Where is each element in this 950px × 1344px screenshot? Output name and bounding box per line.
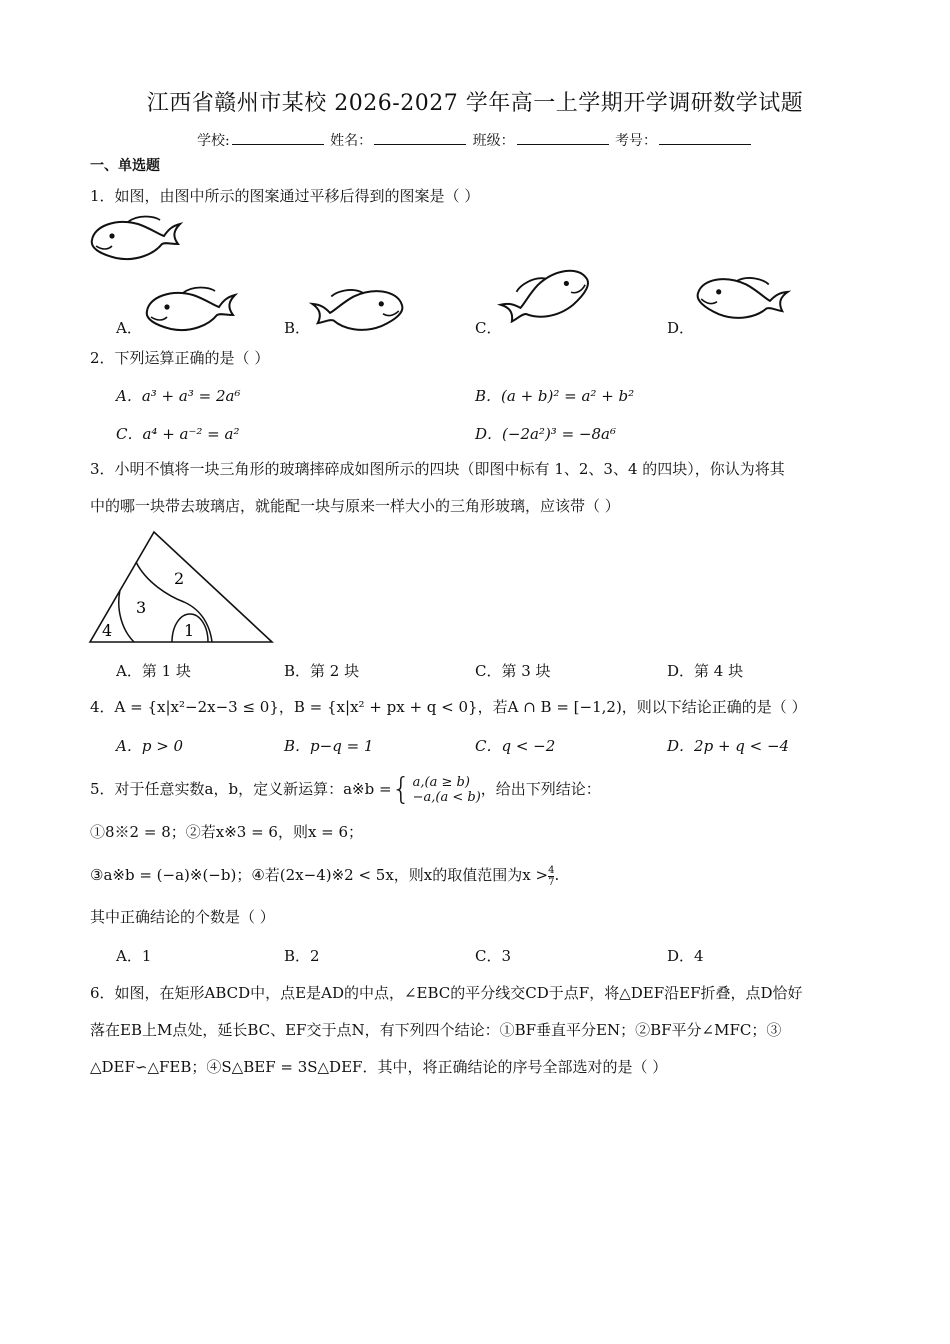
q4-stem: 4．A = {x|x²−2x−3 ≤ 0}，B = {x|x² + px + q < 0}，若A ∩ B = [−1,2)，则以下结论正确的是（ ）	[90, 698, 807, 716]
fish-option-c-figure	[500, 262, 596, 332]
q5-line1: ①8※2 = 8；②若x※3 = 6，则x = 6；	[90, 823, 364, 841]
broken-triangle-figure	[88, 530, 274, 646]
page-title: 江西省赣州市某校 2026-2027 学年高一上学期开学调研数学试题	[146, 91, 804, 116]
q3-option-b[interactable]: B．第 2 块	[284, 662, 360, 680]
piecewise-brace: {	[391, 772, 411, 807]
q5-line3: 其中正确结论的个数是（ ）	[90, 908, 275, 926]
class-label: 班级：	[472, 133, 515, 149]
q5-option-b[interactable]: B．2	[284, 947, 320, 965]
q1-option-d[interactable]: D．	[667, 319, 695, 337]
section-title: 一、单选题	[90, 158, 160, 174]
q5-line2	[90, 862, 559, 888]
piece-label-4: 4	[102, 621, 113, 640]
q5-stem-prefix: 5．对于任意实数a，b，定义新运算：a※b =	[90, 780, 392, 798]
q4-option-c[interactable]: C．q < −2	[475, 737, 556, 755]
q4-option-b[interactable]: B．p−q = 1	[284, 737, 374, 755]
q3-stem-line1: 3．小明不慎将一块三角形的玻璃摔碎成如图所示的四块（即图中标有 1、2、3、4 的四块），你认为将其	[90, 460, 785, 478]
q5-stem-suffix: ，给出下列结论：	[480, 780, 601, 798]
fish-option-d-figure	[694, 266, 792, 332]
piecewise-case-1: a,(a ≥ b)	[412, 775, 470, 790]
q5-option-a[interactable]: A．1	[116, 947, 152, 965]
q1-stem: 1．如图，由图中所示的图案通过平移后得到的图案是（ ）	[90, 187, 480, 205]
fraction-denominator: 7	[548, 876, 555, 888]
q6-line1: 6．如图，在矩形ABCD中，点E是AD的中点，∠EBC的平分线交CD于点F，将△DEF沿EF折叠，点D恰好	[90, 984, 803, 1002]
q6-line3: △DEF∽△FEB；④S△BEF = 3S△DEF．其中，将正确结论的序号全部选对的是（ ）	[90, 1058, 668, 1076]
school-blank	[232, 132, 324, 145]
q5-line2-suffix: .	[554, 866, 560, 884]
class-blank	[517, 132, 609, 145]
exam-no-label: 考号：	[615, 133, 658, 149]
fish-original-figure	[88, 212, 184, 264]
q4-option-a[interactable]: A．p > 0	[116, 737, 184, 755]
q5-option-d[interactable]: D．4	[667, 947, 704, 965]
q5-line2-prefix: ③a※b = (−a)※(−b)；④若(2x−4)※2 < 5x，则x的取值范围为x >	[90, 866, 549, 884]
q6-line2: 落在EB上M点处，延长BC、EF交于点N，有下列四个结论：①BF垂直平分EN；②BF平分∠MFC；③	[90, 1021, 782, 1039]
fraction-numerator: 4	[548, 864, 555, 876]
exam-no-blank	[659, 132, 751, 145]
piece-label-2: 2	[174, 569, 185, 588]
q3-option-c[interactable]: C．第 3 块	[475, 662, 551, 680]
q1-option-b[interactable]: B．	[284, 319, 311, 337]
q2-option-a[interactable]: A．a³ + a³ = 2a⁶	[116, 387, 241, 405]
student-info-line	[0, 130, 950, 150]
fish-option-a-figure	[143, 283, 239, 335]
school-label: 学校:	[196, 133, 230, 149]
piecewise-cases	[413, 775, 481, 805]
piecewise-case-2: −a,(a < b)	[412, 790, 481, 805]
q3-stem-line2: 中的哪一块带去玻璃店，就能配一块与原来一样大小的三角形玻璃，应该带（ ）	[90, 497, 620, 515]
q5-option-c[interactable]: C．3	[475, 947, 512, 965]
piece-label-3: 3	[136, 598, 147, 617]
q1-option-c[interactable]: C．	[475, 319, 502, 337]
q3-option-d[interactable]: D．第 4 块	[667, 662, 744, 680]
name-label: 姓名：	[330, 133, 373, 149]
q4-option-d[interactable]: D．2p + q < −4	[667, 737, 790, 755]
q2-option-c[interactable]: C．a⁴ + a⁻² = a²	[116, 425, 240, 443]
name-blank	[374, 132, 466, 145]
piece-label-1: 1	[184, 621, 195, 640]
q2-option-b[interactable]: B．(a + b)² = a² + b²	[475, 387, 635, 405]
q2-option-d[interactable]: D．(−2a²)³ = −8a⁶	[475, 425, 616, 443]
q5-stem	[90, 770, 601, 808]
q3-option-a[interactable]: A．第 1 块	[116, 662, 191, 680]
fish-option-b-figure	[309, 284, 407, 336]
q2-stem: 2．下列运算正确的是（ ）	[90, 349, 270, 367]
q1-option-a[interactable]: A．	[116, 319, 142, 337]
